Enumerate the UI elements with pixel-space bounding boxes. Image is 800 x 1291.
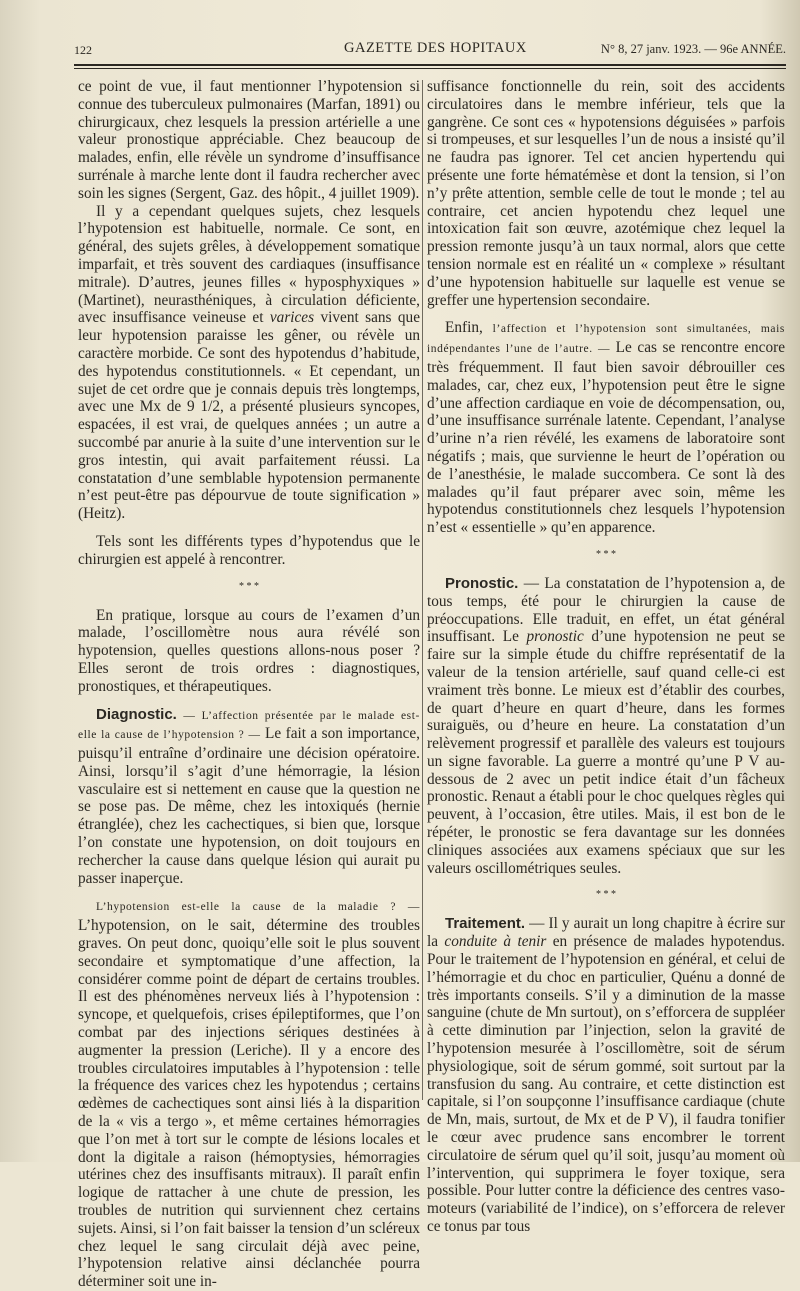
header-rule-thick <box>74 64 786 66</box>
paragraph: Il y a cependant quelques sujets, chez lesquels l’hypotension est habituelle, normale. Ce sont, en général, des sujets grêles, à développement somatique imparfait, et très souvent des cardiaques (insuffisance mitrale). D’autres, jeunes filles « hyposphyxiques » (Martinet), neurasthéniques, à circulation déficiente, avec insuffisance veineuse et varices vivent sans que leur hypotension paraisse les gêner, ou révèle un caractère morbide. Ce sont des hypotendus d’habitude, des hypotendus constitutionnels. « Et cependant, un sujet de cet ordre que je connais depuis très longtemps, avec une Mx de 9 1/2, a présenté plusieurs syncopes, espacées, il est vrai, de quelques années ; un autre a succombé par anurie à la suite d’une intervention sur le gros intestin, qui avait parfaitement réussi. La constatation d’une semblable hypotension permanente n’est peut-être pas dépourvue de toute signification » (Heitz). <box>78 202 420 523</box>
header-rule-thin <box>74 68 786 69</box>
left-column <box>78 78 420 1291</box>
journal-title: GAZETTE DES HOPITAUX <box>344 40 527 56</box>
section-separator: * * * <box>596 548 616 560</box>
paragraph: En pratique, lorsque au cours de l’examen d’un malade, l’oscillomètre nous aura révélé son hypotension, quelles questions allons-nous poser ? Elles seront de trois ordres : diagnostiques, pronostiques, et thérapeutiques. <box>78 606 420 695</box>
diagnostic-question-2: L’hypotension est-elle la cause de la maladie ? — L’hypotension, on le sait, détermine des troubles graves. On peut donc, quoiqu’elle soit le plus souvent secondaire et symptomatique d’une affection, la considérer comme point de départ de certains troubles. Il est des phénomènes nerveux liés à l’hypotension : syncope, et quelquefois, crises épileptiformes, que l’on combat par des injections sériques destinées à augmenter la pression (Leriche). Il y a encore des troubles circulatoires imputables à l’hypotension : telle la fréquence des varices chez les hypotendus ; certains œdèmes de cachectiques sont ainsi liés à la disparition de la « vis a tergo », et même certaines hémorragies que l’on met à tort sur le compte de lésions locales et dont la digitale a raison (hémoptysies, hémorragies utérines chez des insuffisants mitraux). Il paraît enfin logique de rattacher à une chute de pression, les troubles de nutrition qui surviennent chez certains sujets. Ainsi, si l’on fait baisser la tension d’un scléreux chez lequel le sang circulait déjà avec peine, l’hypotension relative ainsi déclanchée pourra déterminer soit une in- <box>78 901 420 1291</box>
treatment-section: Traitement. — Il y aurait un long chapitre à écrire sur la conduite à tenir en présence de malades hypotendus. Pour le traitement de l’hypotension en général, et celui de l’hémorragie et du choc en particulier, Quénu a donné de très importants conseils. S’il y a diminution de la masse sanguine (chute de Mn surtout), on s’efforcera de suppléer à cette diminution par l’injection, selon la gravité de l’hypotension mesurée à l’oscillomètre, soit de sérum physiologique, soit de sérum gommé, soit surtout par la transfusion du sang. Au contraire, et cette distinction est capitale, si l’on soupçonne l’insuffisance cardiaque (chute de Mn, mais, surtout, de Mx et de P V), il faudra tonifier le cœur avec prudence sans encombrer le torrent circulatoire de sérum quel qu’il soit, jusqu’au moment où l’intervention, qui supprimera le foyer toxique, sera possible. Pour lutter contre la déficience des centres vaso-moteurs (variabilité de l’indice), on s’efforcera de relever ce tonus par tous <box>427 915 786 1236</box>
issue-info: N° 8, 27 janv. 1923. — 96e ANNÉE. <box>600 42 786 56</box>
section-separator: * * * <box>596 889 616 901</box>
prognostic-section: Pronostic. — La constatation de l’hypotension a, de tous temps, été pour le chirurgien la cause de préoccupations. Elle traduit, en effet, un état général insuffisant. Le pronostic d’une hypotension ne peut se faire sur la simple étude du chiffre représentatif de la valeur de la tension artérielle, sauf quand celle-ci est vraiment très bonne. Le mieux est d’établir des courbes, de quart d’heure en quart d’heure, dans les formes suraiguës, ou d’heure en heure. La constatation d’un relèvement progressif et parallèle des valeurs est toujours un signe favorable. La guerre a montré qu’une P V au-dessous de 2 avec un petit indice était d’un fâcheux pronostic. Renaut a établi pour le choc quelques règles qui peuvent, à l’occasion, être utiles. Mais, il est bon de le répéter, le pronostic se fera davantage sur les données cliniques associées aux examens spéciaux que sur les valeurs oscillométriques seules. <box>427 574 786 877</box>
paragraph: suffisance fonctionnelle du rein, soit des accidents circulatoires dans le membre inférieur, tels que la gangrène. Ce sont ces « hypotensions déguisées » parfois si trompeuses, et sur lesquelles l’un de nous a insisté qu’il ne faudra pas ignorer. Tel cet ancien hypertendu qui présente une forte hématémèse et dont la tension, si l’on n’y prête attention, semble celle de tout le monde ; tel au contraire, cet ancien hypotendu chez lequel une intoxication fait son œuvre, azotémique chez lequel la pression remonte jusqu’à un taux normal, alors que cette tension normale est en réalité un « complexe » résultant d’une hypotension habituelle sur laquelle est venue se greffer une hypertension secondaire. <box>427 78 785 309</box>
section-heading: Traitement. <box>445 915 526 933</box>
diagnostic-section: Diagnostic. — L’affection présentée par le malade est-elle la cause de l’hypotension ? — Le fait a son importance, puisqu’il entraîne d’ordinaire une décision opératoire. Ainsi, lorsqu’il s’agit d’une hémorragie, la lésion vasculaire est si nettement en cause que la question ne se pose pas. De même, chez les intoxiqués (hernie étranglée), chez les cachectiques, si bien que, lorsque l’on constate une hypotension, on doit toujours en rechercher la cause dans quelque lésion qui aurait pu passer inaperçue. <box>78 705 421 887</box>
page-number: 122 <box>74 43 92 57</box>
section-separator: * * * <box>239 580 259 592</box>
paragraph: Tels sont les différents types d’hypotendus que le chirurgien est appelé à rencontrer. <box>78 532 420 568</box>
section-heading: Pronostic. <box>445 574 519 592</box>
paragraph: Enfin, l’affection et l’hypotension sont simultanées, mais indépendantes l’une de l’autre. — Le cas se rencontre encore très fréquemment. Il faut bien savoir débrouiller ces malades, car, chez eux, l’hypotension peut être le signe d’une affection cardiaque en voie de décompensation, ou, d’une insuffisance surrénale latente. Cependant, l’analyse d’urine n’a rien révélé, les examens de laboratoire sont négatifs ; mais, que survienne le heurt de l’opération ou de l’anesthésie, le malade succombera. Ce sont là des malades qu’il faut préparer avec soin, même les hypotendus constitutionnels chez lesquels l’hypotension n’est « essentielle » qu’en apparence. <box>427 319 785 537</box>
paragraph: ce point de vue, il faut mentionner l’hypotension si connue des tuberculeux pulmonaires (Marfan, 1891) ou chirurgicaux, chez lesquels la pression artérielle a une valeur pronostique appréciable. Chez beaucoup de malades, enfin, elle révèle un syndrome d’insuffisance surrénale à marche lente dont il faudra rechercher avec soin les signes (Sergent, Gaz. des hôpit., 4 juillet 1909). <box>78 78 420 202</box>
page-header <box>74 40 786 62</box>
section-heading: Diagnostic. <box>96 705 177 723</box>
right-column <box>427 78 785 1236</box>
column-divider <box>422 80 423 1100</box>
